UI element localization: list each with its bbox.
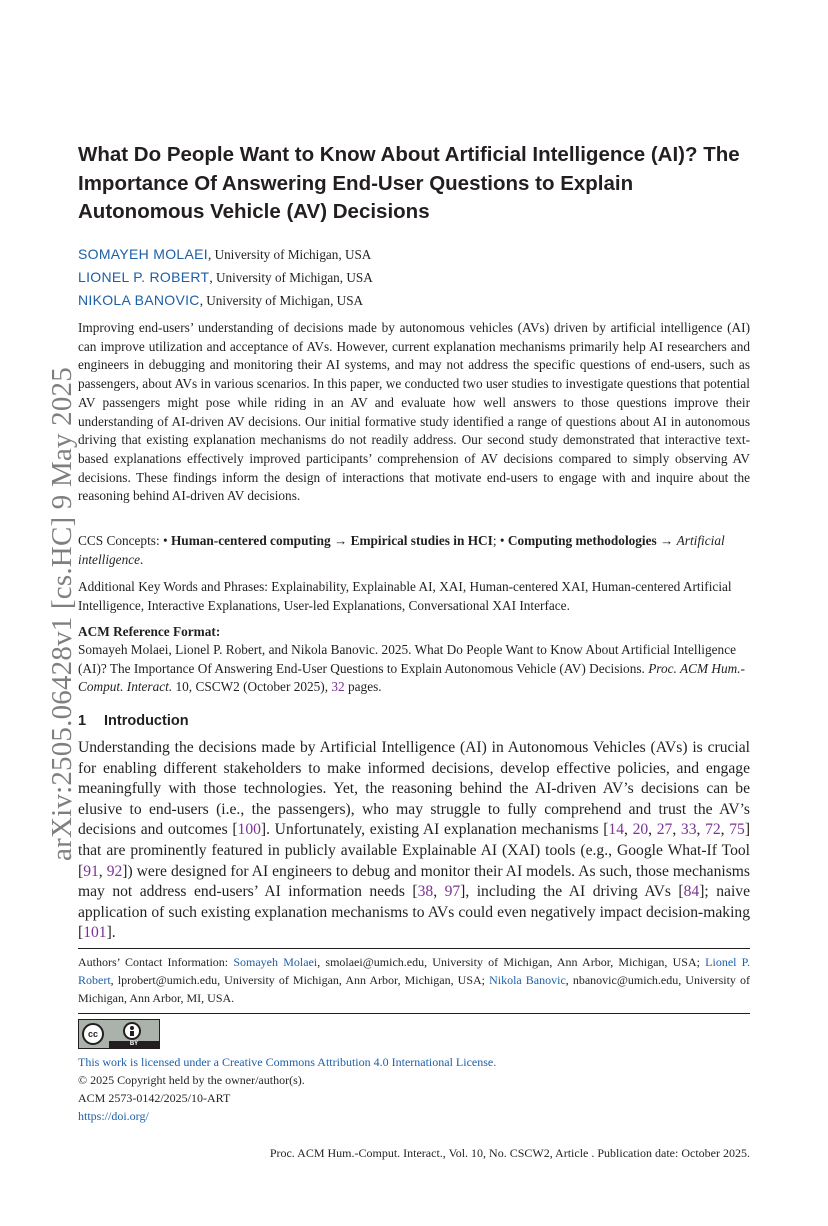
intro-text: ]; naive application of such existing explanation mechanisms to AVs could even negatively impact decision-making [ xyxy=(78,883,750,942)
contact-details: , nbanovic@umich.edu, University of Michigan, Ann Arbor, MI, USA. xyxy=(78,973,750,1005)
ccs-end: . xyxy=(140,551,144,567)
keywords: Additional Key Words and Phrases: Explainability, Explainable AI, XAI, Human-centered XAI, Human-centered Artificial Intelligence, Interactive Explanations, User-led Explanations, Conversational XAI Interface. xyxy=(78,579,732,613)
author-link[interactable]: Nikola Banovic xyxy=(489,973,566,987)
ccs-label: CCS Concepts: xyxy=(78,533,163,548)
intro-text: ]. Unfortunately, existing AI explanation mechanisms [ xyxy=(260,821,609,839)
license-link[interactable]: This work is licensed under a Creative Commons Attribution 4.0 International License. xyxy=(78,1055,497,1069)
citation-link[interactable]: 33 xyxy=(680,821,697,839)
acm-reference-pages-suffix: pages. xyxy=(344,679,382,695)
copyright-line: © 2025 Copyright held by the owner/author(s). xyxy=(78,1073,305,1087)
acm-reference-heading: ACM Reference Format: xyxy=(78,624,221,639)
ccs-bullet: • xyxy=(499,533,508,548)
ccs-subconcept: Artificial intelligence xyxy=(78,533,725,567)
citation-link[interactable]: 27 xyxy=(656,821,673,839)
author-entry xyxy=(78,243,373,266)
page-footer: Proc. ACM Hum.-Comput. Interact., Vol. 10, No. CSCW2, Article . Publication date: October 2025. xyxy=(269,1146,750,1160)
acm-reference xyxy=(78,641,750,697)
contact-details: , lprobert@umich.edu, University of Michigan, Ann Arbor, Michigan, USA; xyxy=(110,973,490,987)
citation-link[interactable]: 72 xyxy=(705,821,721,839)
license-block xyxy=(78,1053,496,1125)
pages-link[interactable]: 32 xyxy=(331,679,345,695)
citation-link[interactable]: 91 xyxy=(83,862,99,880)
citation-link[interactable]: 97 xyxy=(444,883,461,901)
author-list xyxy=(78,243,373,312)
author-name[interactable]: LIONEL P. ROBERT xyxy=(78,269,210,285)
arxiv-sidebar xyxy=(22,316,78,912)
acm-reference-text: Somayeh Molaei, Lionel P. Robert, and Nikola Banovic. 2025. What Do People Want to Know About Artificial Intelligence (AI)? The Importance Of Answering End-User Questions to Explain Autonomous Vehicle (AV) Decisions. xyxy=(78,642,736,676)
intro-text: ]. xyxy=(106,924,116,942)
intro-text: ] that are prominently featured in publicly available Explainable AI (XAI) tools (e.g., Google What-If Tool [ xyxy=(78,821,751,880)
author-affiliation: , University of Michigan, USA xyxy=(207,247,372,262)
intro-text: Understanding the decisions made by Artificial Intelligence (AI) in Autonomous Vehicles (AVs) is crucial for enabling different stakeholders to make informed decisions, develop effective policies, and engage meaningfully with those technologies. Yet, the reasoning behind the AI-driven AV’s decisions can be elusive to end-users (i.e., the passengers), who may struggle to fully comprehend and trust the AV’s decisions and outcomes [ xyxy=(78,739,750,839)
citation-link[interactable]: 75 xyxy=(729,821,745,839)
intro-paragraph: Understanding the decisions made by Artificial Intelligence (AI) in Autonomous Vehicles (AVs) is crucial for enabling different stakeholders to make informed decisions, develop effective policies, and engage meaningfully with those technologies. Yet, the reasoning behind the AI-driven AV’s decisions can be elusive to end-users (i.e., the passengers), who may struggle to fully comprehend and trust the AV’s decisions and outcomes [100]. Unfortunately, existing AI explanation mechanisms [14, 20, 27, 33, 72, 75] that are prominently featured in publicly available Explainable AI (XAI) tools (e.g., Google What-If Tool [91, 92]) were designed for AI engineers to debug and monitor their AI models. As such, those mechanisms may not address end-users’ AI information needs [38, 97], including the AI driving AVs [84]; naive application of such existing explanation mechanisms to AVs could even negatively impact decision-making [101]. xyxy=(78,739,751,942)
attribution-person-icon xyxy=(123,1022,141,1040)
contact-label: Authors’ Contact Information: xyxy=(78,955,234,969)
arxiv-id-stamp: arXiv:2505.06428v1 [cs.HC] 9 May 2025 xyxy=(46,367,78,861)
abstract: Improving end-users’ understanding of decisions made by autonomous vehicles (AVs) driven by artificial intelligence (AI) can improve utilization and acceptance of AVs. However, current explanation mechanisms primarily help AI researchers and engineers in debugging and monitoring their AI systems, and may not address the specific questions of end-users, such as passengers, about AVs in various scenarios. In this paper, we conducted two user studies to investigate questions that potential AV passengers might pose while riding in an AV and evaluate how well answers to those questions improve their understanding of AI-driven AV decisions. Our initial formative study identified a range of questions about AI in autonomous driving that existing explanation mechanisms do not readily address. Our second study demonstrated that interactive text-based explanations effectively improved participants’ comprehension of AV decisions compared to simply observing AV decisions. These findings inform the design of interactions that motivate end-users to engage with and inquire about the reasoning behind AI-driven AV decisions. xyxy=(78,320,750,504)
by-label: BY xyxy=(109,1041,159,1048)
author-entry xyxy=(78,289,373,312)
license-divider xyxy=(78,1013,750,1014)
citation-link[interactable]: 100 xyxy=(237,821,261,839)
contact-details: , smolaei@umich.edu, University of Michigan, Ann Arbor, Michigan, USA; xyxy=(317,955,706,969)
ccs-subconcept: Empirical studies in HCI xyxy=(350,533,493,548)
intro-text: ], including the AI driving AVs [ xyxy=(460,883,684,901)
author-contact-info xyxy=(78,953,750,1007)
ccs-bullet: • xyxy=(162,533,171,548)
doi-link[interactable]: https://doi.org/ xyxy=(78,1109,149,1123)
author-link[interactable]: Lionel P. Robert xyxy=(78,955,751,987)
paper-title: What Do People Want to Know About Artificial Intelligence (AI)? The Importance Of Answering End-User Questions to Explain Autonomous Vehicle (AV) Decisions xyxy=(78,143,740,223)
citation-link[interactable]: 20 xyxy=(632,821,649,839)
cc-icon: cc xyxy=(82,1023,104,1045)
ccs-concept: Human-centered computing xyxy=(170,533,331,548)
ccs-arrow: → xyxy=(656,533,677,548)
author-name[interactable]: NIKOLA BANOVIC xyxy=(78,292,200,308)
ccs-arrow: → xyxy=(330,533,351,548)
acm-reference-volume: 10, CSCW2 (October 2025), xyxy=(172,679,332,695)
citation-link[interactable]: 92 xyxy=(106,862,123,880)
author-affiliation: , University of Michigan, USA xyxy=(209,270,373,285)
section-title: Introduction xyxy=(104,713,189,729)
ccs-concept: Computing methodologies xyxy=(507,533,657,548)
footnote-divider xyxy=(78,948,750,949)
citation-link[interactable]: 14 xyxy=(608,821,624,839)
citation-link[interactable]: 38 xyxy=(417,883,434,901)
ccs-separator: ; xyxy=(492,533,500,548)
author-affiliation: , University of Michigan, USA xyxy=(199,293,364,308)
intro-text: ]) were designed for AI engineers to debug and monitor their AI models. As such, those mechanisms may not address end-users’ AI information needs [ xyxy=(78,862,750,901)
acm-id-line: ACM 2573-0142/2025/10-ART xyxy=(78,1091,231,1105)
author-link[interactable]: Somayeh Molaei xyxy=(233,955,318,969)
section-number: 1 xyxy=(78,713,87,729)
acm-reference-venue: Proc. ACM Hum.-Comput. Interact. xyxy=(78,660,745,695)
cc-by-license-badge[interactable] xyxy=(78,1019,160,1049)
citation-link[interactable]: 101 xyxy=(83,924,107,942)
author-name[interactable]: SOMAYEH MOLAEI xyxy=(78,246,208,262)
ccs-concepts xyxy=(78,532,750,569)
citation-link[interactable]: 84 xyxy=(683,883,700,901)
section-heading xyxy=(78,713,189,729)
author-entry xyxy=(78,266,373,289)
